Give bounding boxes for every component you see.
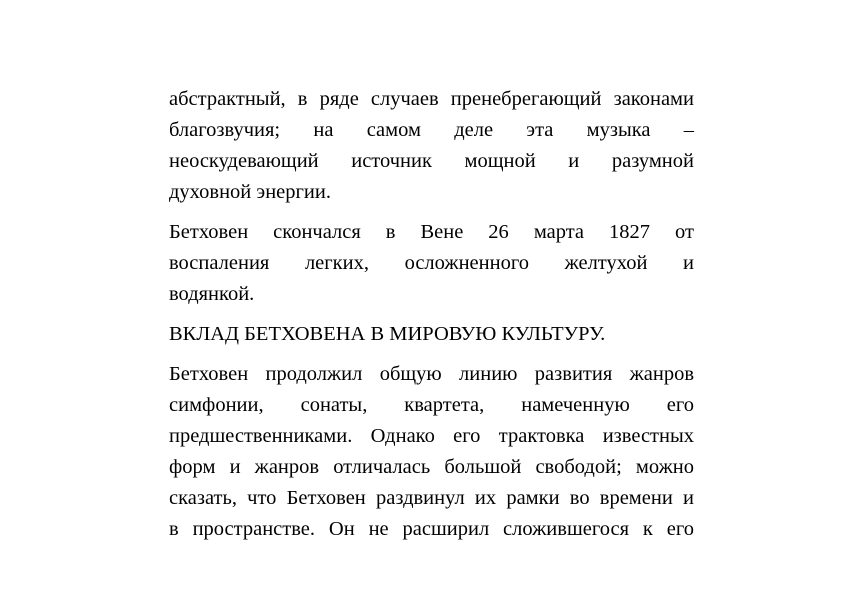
text-line: благозвучия; на самом деле эта музыка – (169, 119, 694, 141)
text-line: воспаления легких, осложненного желтухой и (169, 252, 694, 274)
text-line: форм и жанров отличалась большой свободой; можно (169, 456, 694, 478)
text-column (169, 84, 694, 554)
text-line: абстрактный, в ряде случаев пренебрегающий законами (169, 88, 694, 110)
text-line: предшественниками. Однако его трактовка известных (169, 425, 694, 447)
text-line: Бетховен скончался в Вене 26 марта 1827 от (169, 221, 694, 243)
paragraph-music-description (169, 84, 694, 208)
text-line: неоскудевающий источник мощной и разумной (169, 150, 694, 172)
text-line: сказать, что Бетховен раздвинул их рамки во времени и (169, 487, 694, 509)
text-line: водянкой. (169, 283, 255, 305)
paragraph-death (169, 217, 694, 310)
text-line: симфонии, сонаты, квартета, намеченную его (169, 394, 694, 416)
text-line: в пространстве. Он не расширил сложившегося к его (169, 518, 694, 540)
section-heading: ВКЛАД БЕТХОВЕНА В МИРОВУЮ КУЛЬТУРУ. (169, 323, 606, 345)
text-line: Бетховен продолжил общую линию развития жанров (169, 363, 694, 385)
text-line: духовной энергии. (169, 181, 331, 203)
paragraph-contribution (169, 359, 694, 545)
